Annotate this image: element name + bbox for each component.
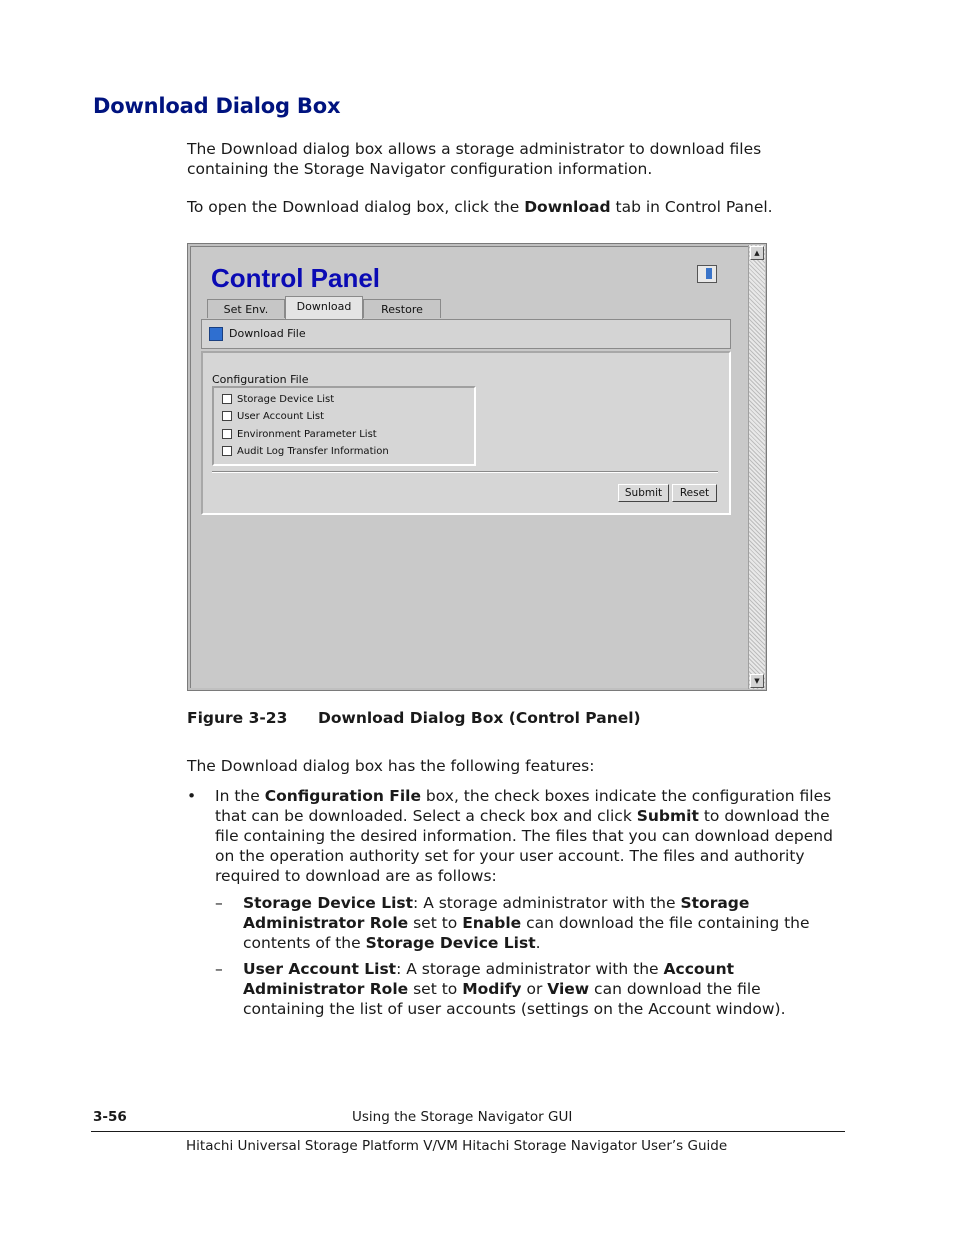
sub-bold: Storage Device List: [365, 934, 536, 952]
list-item: [187, 786, 847, 886]
list-item: [187, 893, 847, 953]
sub-bold: User Account List: [243, 960, 397, 978]
intro-paragraph-1: The Download dialog box allows a storage administrator to download files containing the Storage Navigator configuration information.: [187, 140, 762, 178]
sub-bullet-marker: –: [215, 894, 223, 912]
bullet-marker: •: [187, 787, 197, 805]
scroll-down-icon[interactable]: ▼: [750, 674, 764, 688]
checkbox-label: Environment Parameter List: [237, 428, 377, 440]
tab-restore[interactable]: Restore: [363, 299, 441, 318]
vertical-scrollbar[interactable]: [748, 245, 765, 689]
sub-bullet-marker: –: [215, 960, 223, 978]
sub-bold: View: [547, 980, 590, 998]
environment-parameter-list-checkbox[interactable]: [222, 429, 232, 439]
bullet-text: In the: [215, 787, 265, 805]
sub-text: can download the file containing the contents of the: [243, 914, 810, 952]
sub-text: : A storage administrator with the: [396, 960, 664, 978]
sub-bold: Storage Device List: [243, 894, 414, 912]
sub-text: can download the file containing the list of user accounts (settings on the Account window).: [243, 980, 786, 1018]
checkbox-label: Audit Log Transfer Information: [237, 445, 389, 457]
scroll-up-icon[interactable]: ▲: [750, 246, 764, 260]
tab-download[interactable]: Download: [285, 296, 363, 319]
download-file-icon: [209, 327, 223, 341]
figure-caption: [187, 709, 641, 727]
configuration-file-box: [212, 386, 476, 466]
sub-text: set to: [408, 980, 463, 998]
checkbox-label: User Account List: [237, 410, 325, 422]
intro-text-end: tab in Control Panel.: [610, 198, 773, 216]
sub-bold: Modify: [462, 980, 522, 998]
storage-device-list-checkbox[interactable]: [222, 394, 232, 404]
checkbox-row-storage-device-list[interactable]: [222, 391, 334, 407]
page-number: 3-56: [93, 1109, 127, 1125]
intro-bold-download: Download: [524, 198, 611, 216]
checkbox-row-audit-log-transfer[interactable]: [222, 443, 389, 459]
figure-title: Download Dialog Box (Control Panel): [318, 709, 641, 727]
figure-number: Figure 3-23: [187, 709, 288, 727]
download-panel: [201, 351, 731, 515]
sub-text: set to: [408, 914, 463, 932]
submit-button[interactable]: Submit: [618, 484, 669, 502]
section-heading: Download Dialog Box: [93, 94, 341, 118]
sub-text: : A storage administrator with the: [413, 894, 681, 912]
features-list: [187, 786, 847, 1019]
tab-set-env[interactable]: Set Env.: [207, 299, 285, 318]
configuration-file-label: Configuration File: [212, 373, 309, 386]
download-file-header: [201, 319, 731, 349]
checkbox-label: Storage Device List: [237, 393, 335, 405]
control-panel-window: [190, 246, 748, 688]
checkbox-row-user-account-list[interactable]: [222, 408, 324, 424]
bullet-text: box, the check boxes indicate the configuration files that can be downloaded. Select a check box and click: [215, 787, 832, 825]
bullet-text: to download the file containing the desired information. The files that you can download depend on the operation authority set for your user account. The files and authority required to download are as follows:: [215, 807, 833, 885]
bullet-bold: Submit: [636, 807, 699, 825]
panel-divider: [212, 471, 718, 473]
footer-divider: [91, 1131, 845, 1132]
user-account-list-checkbox[interactable]: [222, 411, 232, 421]
chapter-title: Using the Storage Navigator GUI: [352, 1109, 573, 1125]
sub-bold: Storage Administrator Role: [243, 894, 750, 932]
download-file-label: Download File: [229, 327, 306, 340]
features-intro: The Download dialog box has the following features:: [187, 757, 595, 775]
list-item: [187, 959, 847, 1019]
checkbox-row-environment-parameter-list[interactable]: [222, 426, 377, 442]
intro-paragraph-2: [187, 197, 827, 217]
control-panel-title: Control Panel: [211, 263, 381, 293]
sub-bold: Enable: [462, 914, 522, 932]
intro-text: To open the Download dialog box, click the: [187, 198, 525, 216]
guide-title: Hitachi Universal Storage Platform V/VM Hitachi Storage Navigator User’s Guide: [186, 1138, 728, 1154]
control-panel-screenshot: [187, 243, 767, 691]
sub-bold: Account Administrator Role: [243, 960, 735, 998]
sub-text: or: [521, 980, 548, 998]
reset-button[interactable]: Reset: [672, 484, 717, 502]
sub-text: .: [535, 934, 541, 952]
exit-icon[interactable]: [697, 265, 717, 283]
audit-log-transfer-checkbox[interactable]: [222, 446, 232, 456]
bullet-bold: Configuration File: [264, 787, 421, 805]
